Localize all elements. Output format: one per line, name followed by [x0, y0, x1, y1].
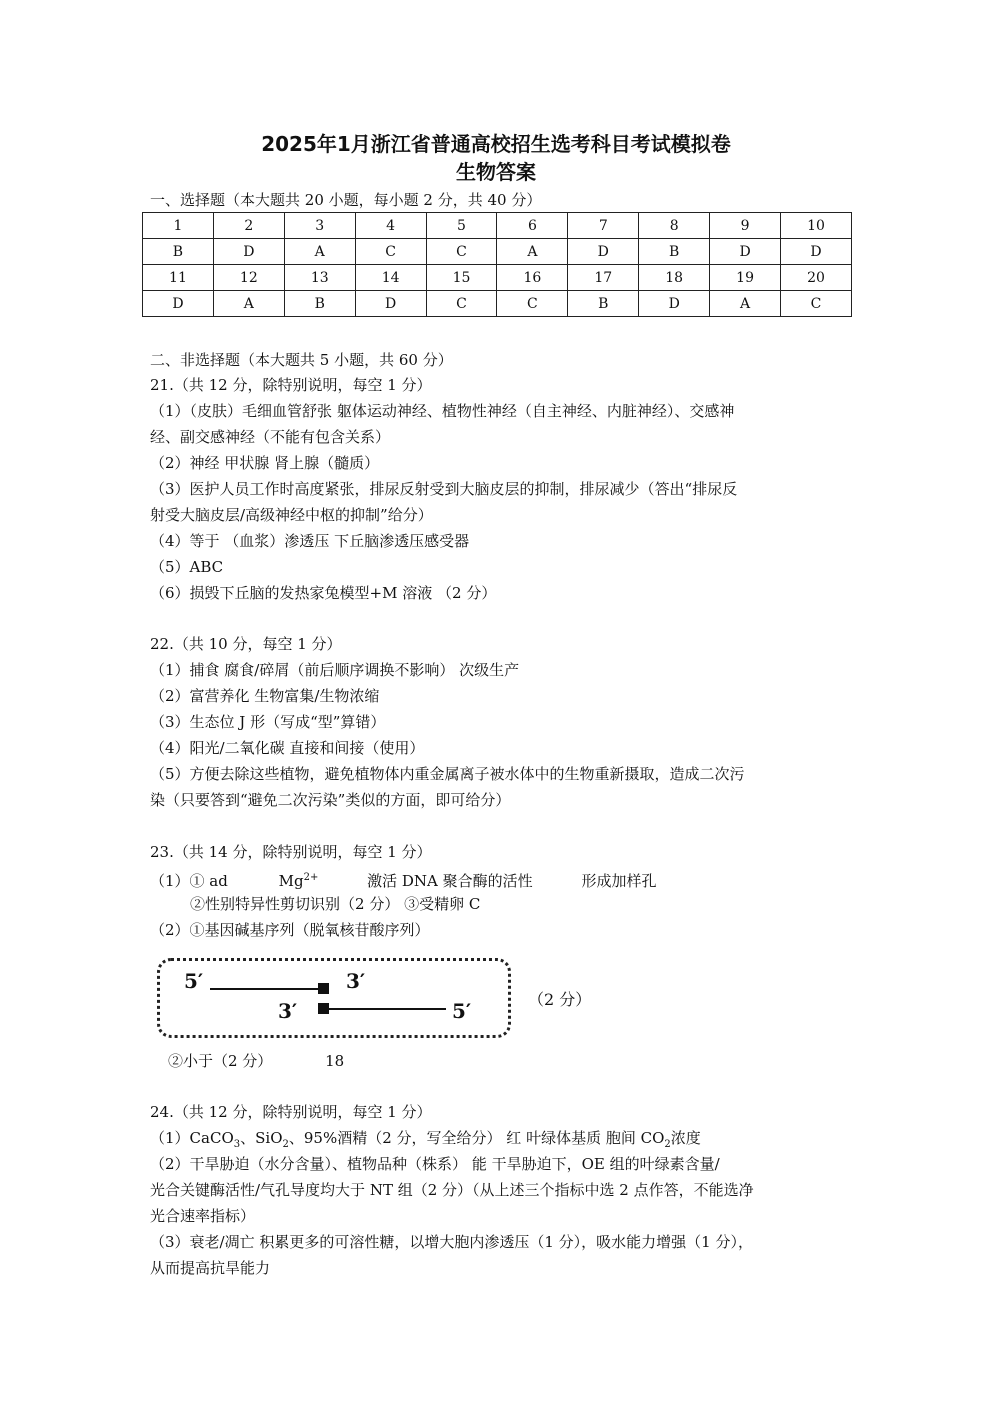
table-cell: B: [284, 291, 355, 317]
table-cell: 16: [497, 265, 568, 291]
table-cell: C: [426, 239, 497, 265]
q23-heading: 23.（共 14 分，除特别说明，每空 1 分）: [150, 843, 432, 861]
q24-line: 光合速率指标）: [150, 1207, 256, 1225]
table-cell: 19: [710, 265, 781, 291]
strand-label: 3′: [346, 969, 366, 993]
table-cell: 9: [710, 213, 781, 239]
page-subtitle: 生物答案: [456, 160, 536, 184]
dna-strand-bottom: [328, 1008, 446, 1010]
table-cell: 7: [568, 213, 639, 239]
table-row: [143, 213, 852, 239]
strand-end-marker: [318, 983, 329, 994]
q23-answer: （1）① ad: [150, 872, 228, 890]
table-cell: D: [781, 239, 852, 265]
q21-line: 经、副交感神经（不能有包含关系）: [150, 428, 391, 446]
table-row: [143, 291, 852, 317]
strand-label: 5′: [184, 969, 204, 993]
q21-line: （6）损毁下丘脑的发热家兔模型+M 溶液 （2 分）: [150, 584, 497, 602]
table-cell: 3: [284, 213, 355, 239]
q21-line: （3）医护人员工作时高度紧张，排尿反射受到大脑皮层的抑制，排尿减少（答出“排尿反: [150, 480, 738, 498]
q23-answer: ②小于（2 分）: [168, 1052, 273, 1070]
table-cell: 10: [781, 213, 852, 239]
q23-line: [168, 1051, 344, 1071]
q22-line: （3）生态位 J 形（写成“型”算错）: [150, 713, 386, 731]
table-cell: 13: [284, 265, 355, 291]
table-cell: D: [568, 239, 639, 265]
q21-line: （1）（皮肤）毛细血管舒张 躯体运动神经、植物性神经（自主神经、内脏神经）、交感神: [150, 402, 735, 420]
table-cell: A: [284, 239, 355, 265]
q22-line: （4）阳光/二氧化碳 直接和间接（使用）: [150, 739, 425, 757]
table-cell: B: [568, 291, 639, 317]
q22-line: （1）捕食 腐食/碎屑（前后顺序调换不影响） 次级生产: [150, 661, 520, 679]
table-cell: C: [355, 239, 426, 265]
table-cell: A: [497, 239, 568, 265]
q22-heading: 22.（共 10 分，每空 1 分）: [150, 635, 342, 653]
table-cell: 18: [639, 265, 710, 291]
dna-diagram: [157, 958, 511, 1038]
table-cell: B: [143, 239, 214, 265]
table-cell: 15: [426, 265, 497, 291]
q24-line: [150, 1128, 701, 1155]
table-cell: A: [213, 291, 284, 317]
subscript: 2: [282, 1139, 289, 1150]
q21-line: （4）等于 （血浆）渗透压 下丘脑渗透压感受器: [150, 532, 470, 550]
q24-heading: 24.（共 12 分，除特别说明，每空 1 分）: [150, 1103, 432, 1121]
q23-answer: 形成加样孔: [581, 872, 657, 890]
table-row: [143, 239, 852, 265]
table-cell: C: [781, 291, 852, 317]
table-cell: A: [710, 291, 781, 317]
q21-line: （2）神经 甲状腺 肾上腺（髓质）: [150, 454, 380, 472]
q22-line: 染（只要答到“避免二次污染”类似的方面，即可给分）: [150, 791, 511, 809]
q23-line: [150, 868, 656, 891]
table-cell: D: [213, 239, 284, 265]
q24-text: （1）CaCO: [150, 1129, 234, 1147]
table-cell: 17: [568, 265, 639, 291]
q24-text: 浓度: [670, 1129, 701, 1147]
q23-answer: 18: [325, 1052, 345, 1070]
q22-line: （2）富营养化 生物富集/生物浓缩: [150, 687, 380, 705]
answer-table: [142, 212, 852, 317]
q24-line: （3）衰老/凋亡 积累更多的可溶性糖，以增大胞内渗透压（1 分），吸水能力增强（1 分），: [150, 1233, 753, 1251]
q23-answer: [279, 872, 319, 890]
q23-line: ②性别特异性剪切识别（2 分） ③受精卵 C: [190, 895, 481, 913]
q23-answer: 激活 DNA 聚合酶的活性: [367, 872, 533, 890]
strand-label: 3′: [278, 999, 298, 1023]
table-cell: 5: [426, 213, 497, 239]
table-cell: D: [143, 291, 214, 317]
q24-line: （2）干旱胁迫（水分含量）、植物品种（株系） 能 干旱胁迫下，OE 组的叶绿素含量/: [150, 1155, 720, 1173]
q23-answer-text: Mg: [278, 872, 304, 890]
subscript: 2: [664, 1139, 671, 1150]
dna-strand-top: [210, 988, 328, 990]
diagram-score: （2 分）: [528, 990, 592, 1009]
q21-line: （5）ABC: [150, 558, 224, 576]
q22-line: （5）方便去除这些植物，避免植物体内重金属离子被水体中的生物重新摄取，造成二次污: [150, 765, 745, 783]
subscript: 3: [233, 1139, 241, 1150]
q21-heading: 21.（共 12 分，除特别说明，每空 1 分）: [150, 376, 432, 394]
table-cell: 14: [355, 265, 426, 291]
table-cell: 1: [143, 213, 214, 239]
q24-text: 、95%酒精（2 分，写全给分） 红 叶绿体基质 胞间 CO: [288, 1129, 665, 1147]
table-cell: 12: [213, 265, 284, 291]
table-cell: 20: [781, 265, 852, 291]
table-cell: D: [710, 239, 781, 265]
superscript: 2+: [303, 872, 319, 883]
q21-line: 射受大脑皮层/高级神经中枢的抑制”给分）: [150, 506, 433, 524]
table-cell: 6: [497, 213, 568, 239]
q24-line: 从而提高抗旱能力: [150, 1259, 271, 1277]
q23-line: （2）①基因碱基序列（脱氧核苷酸序列）: [150, 921, 430, 939]
table-cell: D: [355, 291, 426, 317]
strand-label: 5′: [452, 999, 472, 1023]
page-title: 2025年1月浙江省普通高校招生选考科目考试模拟卷: [261, 132, 731, 156]
q24-line: 光合关键酶活性/气孔导度均大于 NT 组（2 分）（从上述三个指标中选 2 点作答，不能选净: [150, 1181, 754, 1199]
table-row: [143, 265, 852, 291]
table-cell: C: [426, 291, 497, 317]
table-cell: 4: [355, 213, 426, 239]
table-cell: 11: [143, 265, 214, 291]
table-cell: C: [497, 291, 568, 317]
table-cell: D: [639, 291, 710, 317]
table-cell: 8: [639, 213, 710, 239]
section2-heading: 二、非选择题（本大题共 5 小题，共 60 分）: [150, 351, 453, 369]
q24-text: 、SiO: [240, 1129, 283, 1147]
table-cell: B: [639, 239, 710, 265]
section1-heading: 一、选择题（本大题共 20 小题，每小题 2 分，共 40 分）: [150, 191, 542, 209]
table-cell: 2: [213, 213, 284, 239]
